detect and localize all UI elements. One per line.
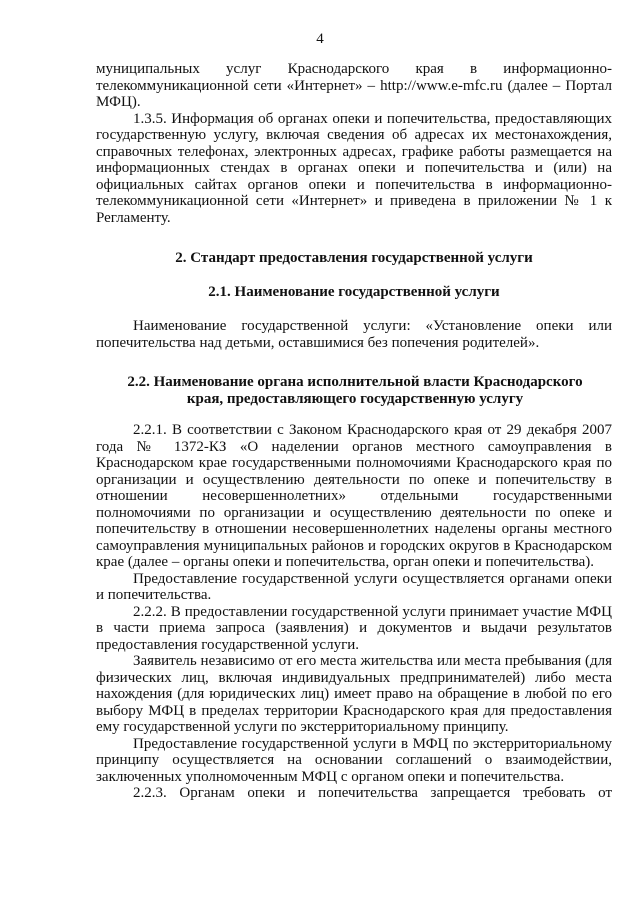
- paragraph-2-2-3: 2.2.3. Органам опеки и попечительства запрещается требовать от: [133, 785, 612, 801]
- page-number: 4: [316, 31, 324, 47]
- paragraph-2-2-2: 2.2.2. В предоставлении государственной услуги принимает участие МФЦ в части приема запроса (заявления) и документов и выдачи результатов предоставления государственной услуги.: [96, 603, 612, 653]
- paragraph-service-name: Наименование государственной услуги: «Установление опеки или попечительства над детьми, оставшимися без попечения родителей».: [96, 318, 612, 351]
- paragraph-exterritorial: Предоставление государственной услуги в МФЦ по экстерриториальному принципу осуществляется на основании соглашений о взаимодействии, заключенных уполномоченным МФЦ с органом опеки и попечительства.: [96, 735, 612, 785]
- paragraph-applicant: Заявитель независимо от его места жительства или места пребывания (для физических лиц, включая индивидуальных предпринимателей) либо места нахождения (для юридических лиц) имеет право на обращение в любой по его выбору МФЦ в пределах территории Краснодарского края для предоставления ему государственной услуги по экстерриториальному принципу.: [96, 653, 612, 735]
- paragraph-portal-mfc: муниципальных услуг Краснодарского края в информационно-телекоммуникационной сети «Интернет» – http://www.e-mfc.ru (далее – Портал МФЦ).: [96, 61, 612, 110]
- paragraph-1-3-5: 1.3.5. Информация об органах опеки и попечительства, предоставляющих государственную услугу, включая сведения об адресах их местонахождения, справочных телефонах, электронных адресах, графике работы размещается на информационных стендах в органах опеки и попечительства и (или) на официальных сайтах органов опеки и попечительства в информационно-телекоммуникационной сети «Интернет» и приведена в приложении № 1 к Регламенту.: [96, 110, 612, 226]
- subsection-2-2-heading: 2.2. Наименование органа исполнительной власти Краснодарского края, предоставляющего государственную услугу: [127, 374, 583, 407]
- section-2-heading: 2. Стандарт предоставления государственной услуги: [175, 250, 533, 266]
- subsection-2-1-heading: 2.1. Наименование государственной услуги: [208, 284, 500, 300]
- paragraph-providers: Предоставление государственной услуги осуществляется органами опеки и попечительства.: [96, 570, 612, 603]
- paragraph-2-2-1: 2.2.1. В соответствии с Законом Краснодарского края от 29 декабря 2007 года № 1372-КЗ «О наделении органов местного самоуправления в Краснодарском крае государственными полномочиями Краснодарского края по организации и осуществлению деятельности по опеке и попечительству в отношении несовершеннолетних» отдельными государственными полномочиями по организации и осуществлению деятельности по опеке и попечительству в отношении несовершеннолетних наделены органы местного самоуправления муниципальных районов и городских округов в Краснодарском крае (далее – органы опеки и попечительства, орган опеки и попечительства).: [96, 422, 612, 570]
